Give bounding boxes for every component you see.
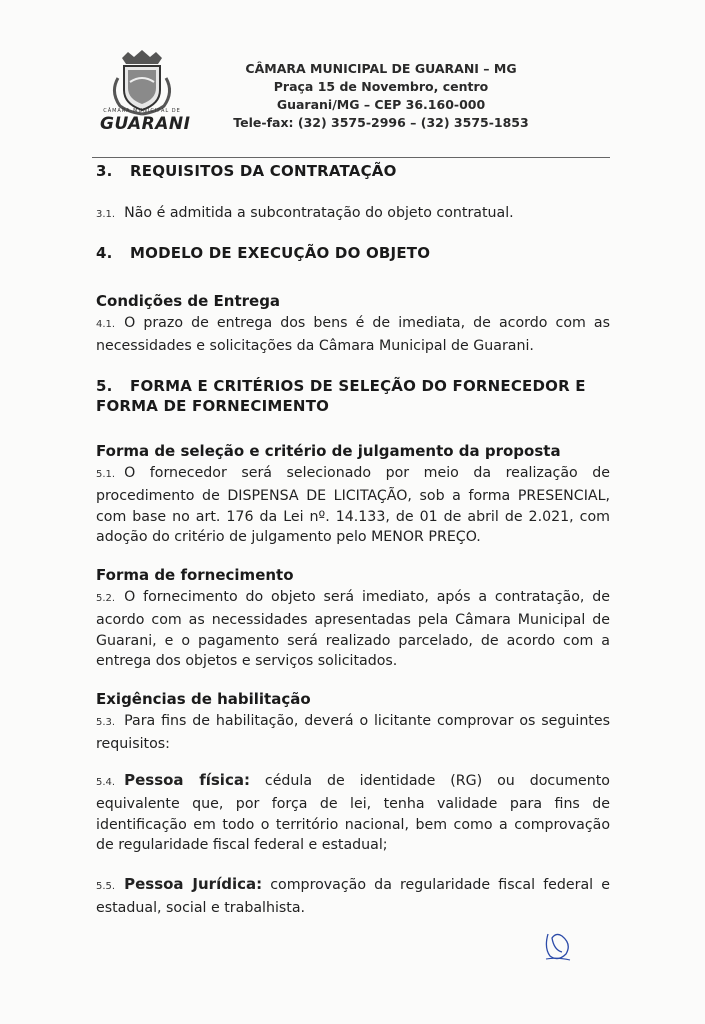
- section-5-title-line-2: FORMA DE FORNECIMENTO: [96, 397, 330, 415]
- item-5-2-number: 5.2.: [96, 593, 116, 604]
- item-5-4-text: cédula de identidade (RG) ou documento equivalente que, por força de lei, tenha validade para fins de identificação em todo o território nacional, bem como a comprovação de regularidade fiscal federal e estadual;: [96, 773, 610, 854]
- section-5-subheading-selection: Forma de seleção e critério de julgamento da proposta: [96, 442, 561, 460]
- item-3-1-number: 3.1.: [96, 209, 116, 220]
- section-3-heading: [96, 162, 397, 180]
- item-4-1-text: O prazo de entrega dos bens é de imediata, de acordo com as necessidades e solicitações da Câmara Municipal de Guarani.: [96, 315, 610, 354]
- item-5-2: [96, 587, 610, 672]
- item-5-4-label: Pessoa física:: [124, 771, 250, 789]
- item-5-1-text: O fornecedor será selecionado por meio da realização de procedimento de DISPENSA DE LICITAÇÃO, sob a forma PRESENCIAL, com base no art. 176 da Lei nº. 14.133, de 01 de abril de 2.021, com adoção do critério de julgamento pelo MENOR PREÇO.: [96, 465, 610, 546]
- section-4-number: 4.: [96, 244, 113, 262]
- item-5-1: [96, 463, 610, 548]
- item-5-5: [96, 874, 610, 919]
- section-4-title: MODELO DE EXECUÇÃO DO OBJETO: [130, 244, 431, 262]
- item-5-5-number: 5.5.: [96, 881, 116, 892]
- handwritten-initial-mark: [540, 928, 574, 962]
- item-5-5-text: comprovação da regularidade fiscal federal e estadual, social e trabalhista.: [96, 877, 610, 916]
- section-4-heading: [96, 244, 430, 262]
- item-5-1-number: 5.1.: [96, 469, 116, 480]
- item-4-1: [96, 313, 610, 357]
- item-3-1: [96, 203, 610, 226]
- section-5-title-line-1: FORMA E CRITÉRIOS DE SELEÇÃO DO FORNECEDOR E: [130, 377, 586, 395]
- item-5-3-number: 5.3.: [96, 717, 116, 728]
- letterhead-line-1: CÂMARA MUNICIPAL DE GUARANI – MG: [245, 61, 517, 76]
- section-5-subheading-supply: Forma de fornecimento: [96, 566, 294, 584]
- item-5-3-text: Para fins de habilitação, deverá o licitante comprovar os seguintes requisitos:: [96, 713, 610, 752]
- section-5-subheading-qualification: Exigências de habilitação: [96, 690, 311, 708]
- section-3-number: 3.: [96, 162, 113, 180]
- letterhead-line-2: Praça 15 de Novembro, centro: [273, 79, 489, 94]
- item-3-1-text: Não é admitida a subcontratação do objeto contratual.: [124, 205, 514, 221]
- item-5-5-label: Pessoa Jurídica:: [124, 875, 263, 893]
- section-5-heading: [96, 376, 616, 416]
- letterhead-address: [222, 60, 540, 132]
- section-3-title: REQUISITOS DA CONTRATAÇÃO: [130, 162, 397, 180]
- item-5-2-text: O fornecimento do objeto será imediato, após a contratação, de acordo com as necessidades apresentadas pela Câmara Municipal de Guarani, e o pagamento será realizado parcelado, de acordo com a entrega dos objetos e serviços solicitados.: [96, 589, 610, 670]
- letterhead-line-3: Guarani/MG – CEP 36.160-000: [276, 97, 486, 112]
- logo-name: GUARANI: [100, 114, 191, 134]
- item-5-4-number: 5.4.: [96, 777, 116, 788]
- section-4-subheading: Condições de Entrega: [96, 292, 281, 310]
- section-5-number: 5.: [96, 377, 113, 395]
- letterhead-line-4: Tele-fax: (32) 3575-2996 – (32) 3575-1853: [233, 115, 529, 130]
- logo-subtitle: CÂMARA MUNICIPAL DE: [103, 108, 181, 114]
- item-4-1-number: 4.1.: [96, 319, 116, 330]
- header-divider: [92, 157, 610, 158]
- item-5-3: [96, 711, 610, 755]
- item-5-4: [96, 770, 610, 856]
